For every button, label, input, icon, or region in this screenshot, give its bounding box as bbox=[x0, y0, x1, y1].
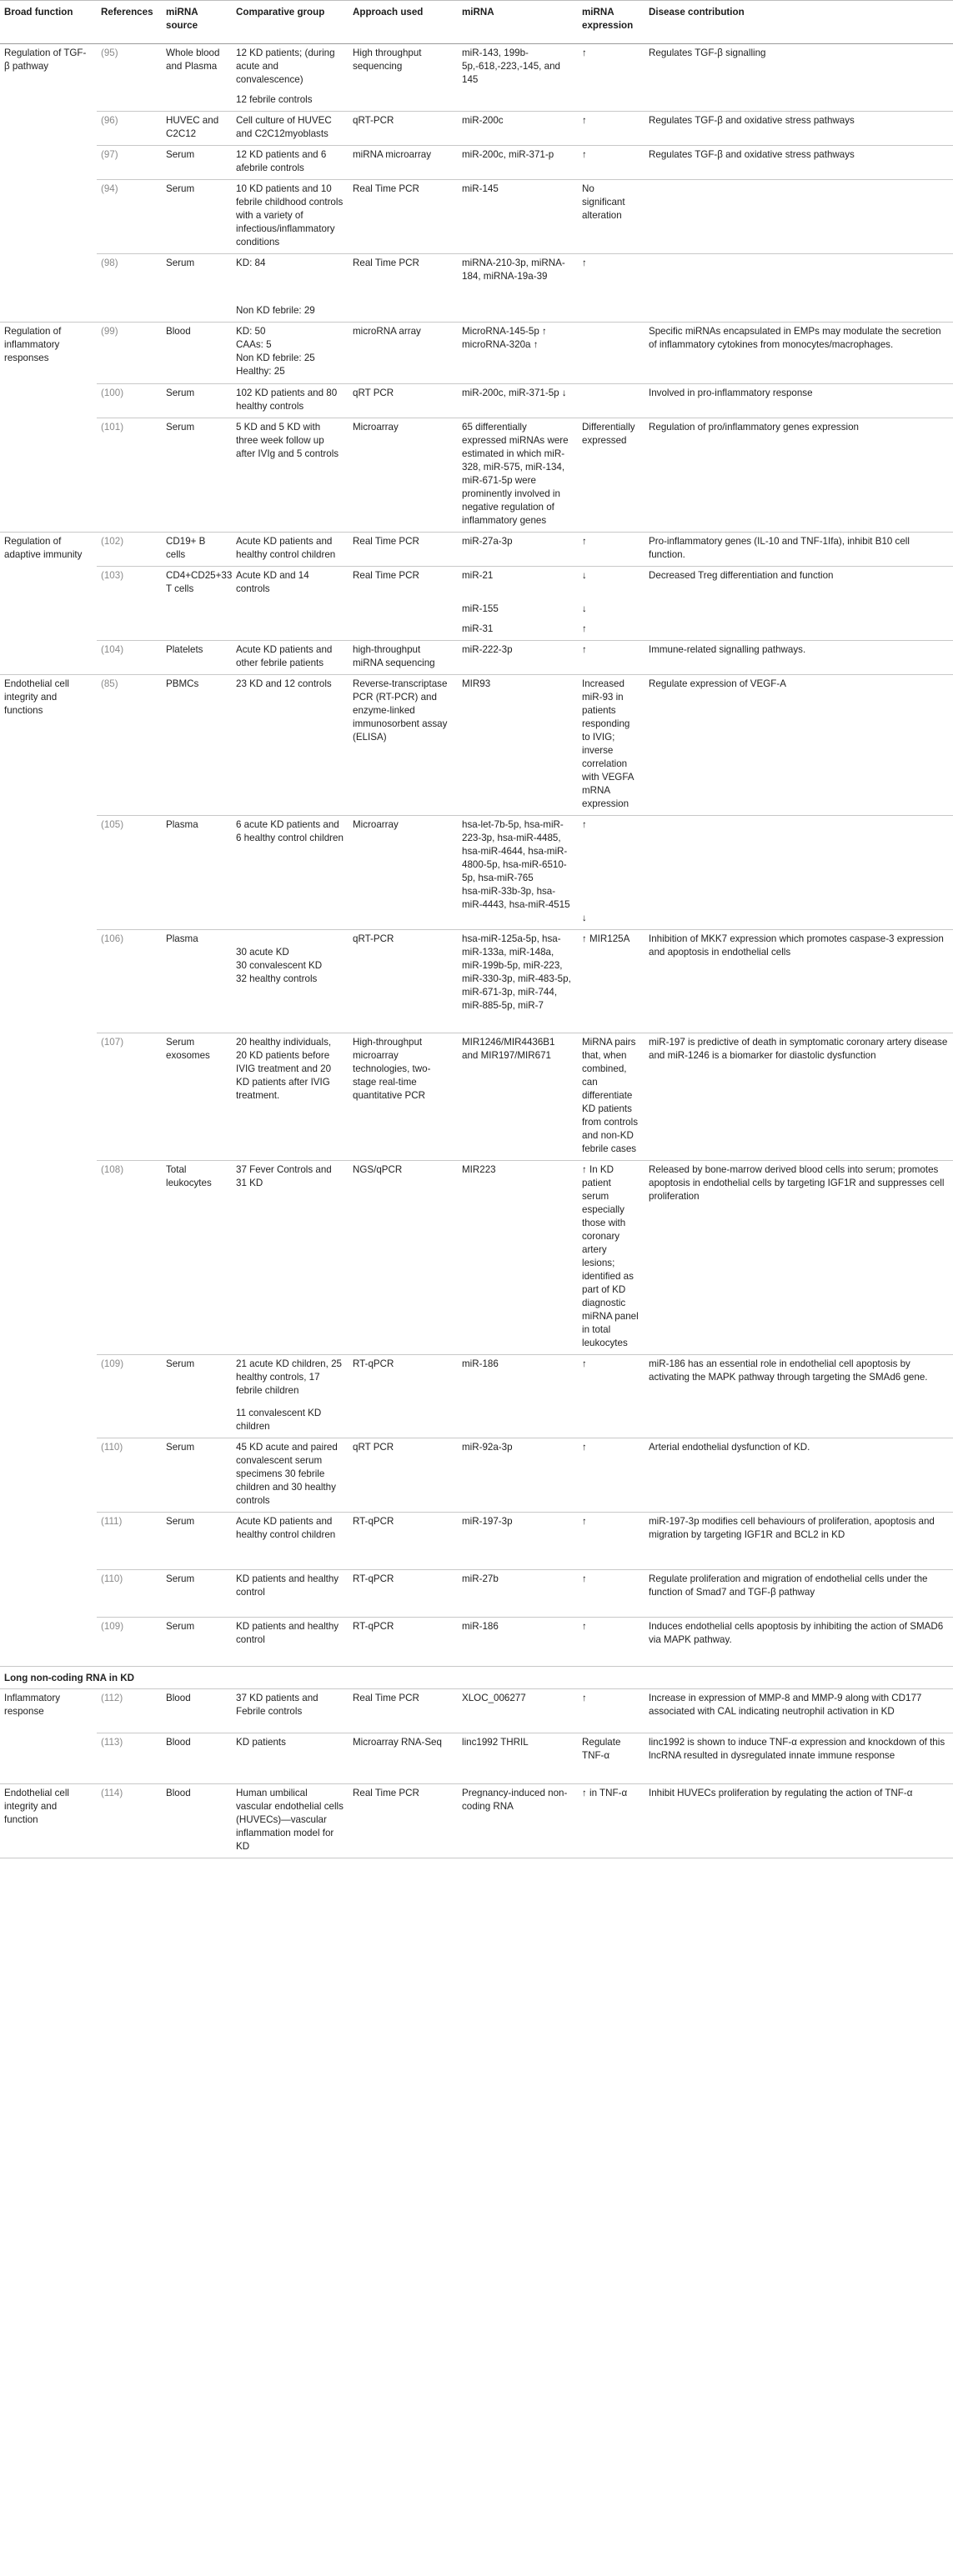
source-cell: Blood bbox=[162, 1733, 232, 1784]
expression-cell: ↑ bbox=[578, 146, 645, 180]
mirna-cell: miR-186 bbox=[458, 1618, 578, 1667]
col-header: Approach used bbox=[349, 1, 458, 44]
comparative-group-cell: 23 KD and 12 controls bbox=[232, 674, 349, 815]
table-row bbox=[0, 180, 953, 254]
disease-contribution-cell: Regulation of pro/inflammatory genes expression bbox=[645, 418, 953, 532]
mirna-cell: hsa-miR-125a-5p, hsa-miR-133a, miR-148a, miR-199b-5p, miR-223, miR-330-3p, miR-483-5p, miR-671-3p, miR-744, miR-885-5p, miR-7 bbox=[458, 929, 578, 1033]
reference-cell bbox=[97, 91, 162, 112]
source-cell: Whole blood and Plasma bbox=[166, 48, 220, 72]
reference-cell: (99) bbox=[97, 322, 162, 383]
comparative-group-cell bbox=[232, 620, 349, 641]
broad-function-cell bbox=[0, 1160, 97, 1354]
comparative-group-cell: 12 febrile controls bbox=[232, 91, 349, 112]
expression-cell: ↑ bbox=[582, 48, 587, 58]
table-row bbox=[0, 1354, 953, 1404]
approach-cell: qRT-PCR bbox=[349, 112, 458, 146]
disease-contribution-cell bbox=[645, 600, 953, 620]
col-header: Broad function bbox=[0, 1, 97, 44]
reference-cell: (111) bbox=[97, 1513, 162, 1570]
mirna-cell: miR-197-3p bbox=[458, 1513, 578, 1570]
comparative-group-cell: 12 KD patients; (during acute and convalescence) bbox=[236, 48, 335, 85]
comparative-group-cell: Cell culture of HUVEC and C2C12myoblasts bbox=[232, 112, 349, 146]
broad-function-cell bbox=[0, 815, 97, 929]
source-cell: Serum exosomes bbox=[162, 1033, 232, 1160]
expression-cell: ↓ bbox=[582, 603, 587, 614]
disease-contribution-cell: Regulate proliferation and migration of endothelial cells under the function of Smad7 and TGF-β pathway bbox=[645, 1570, 953, 1618]
col-header: Disease contribution bbox=[645, 1, 953, 44]
broad-function-cell bbox=[0, 620, 97, 641]
mirna-cell: Pregnancy-induced non-coding RNA bbox=[458, 1784, 578, 1858]
source-cell: Blood bbox=[162, 1689, 232, 1733]
table-row bbox=[0, 674, 953, 815]
disease-contribution-cell: Arterial endothelial dysfunction of KD. bbox=[645, 1438, 953, 1513]
approach-cell: Microarray RNA-Seq bbox=[349, 1733, 458, 1784]
comparative-group-cell: 5 KD and 5 KD with three week follow up after IVIg and 5 controls bbox=[232, 418, 349, 532]
mirna-cell: miR-222-3p bbox=[458, 640, 578, 674]
mirna-cell: miR-200c, miR-371-5p ↓ bbox=[458, 383, 578, 418]
source-cell: Serum bbox=[162, 418, 232, 532]
source-cell: Serum bbox=[162, 383, 232, 418]
source-cell bbox=[162, 91, 232, 112]
disease-contribution-cell: Pro-inflammatory genes (IL-10 and TNF-1Ifa), inhibit B10 cell function. bbox=[645, 532, 953, 566]
expression-cell: ↑ bbox=[578, 1689, 645, 1733]
comparative-group-cell: 21 acute KD children, 25 healthy controls, 17 febrile children bbox=[236, 1358, 342, 1396]
source-cell bbox=[162, 600, 232, 620]
source-cell: Blood bbox=[162, 1784, 232, 1858]
approach-cell: NGS/qPCR bbox=[349, 1160, 458, 1354]
broad-function-cell bbox=[0, 600, 97, 620]
reference-cell: (105) bbox=[97, 815, 162, 929]
approach-cell: microRNA array bbox=[349, 322, 458, 383]
approach-cell bbox=[349, 91, 458, 112]
reference-cell bbox=[97, 302, 162, 323]
approach-cell bbox=[349, 620, 458, 641]
disease-contribution-cell: linc1992 is shown to induce TNF-α expression and knockdown of this lncRNA resulted in dysregulated innate immune response bbox=[645, 1733, 953, 1784]
col-header: miRNA bbox=[458, 1, 578, 44]
disease-contribution-cell bbox=[645, 91, 953, 112]
approach-cell: Real Time PCR bbox=[353, 258, 419, 268]
reference-cell: (100) bbox=[97, 383, 162, 418]
disease-contribution-cell: Inhibition of MKK7 expression which promotes caspase-3 expression and apoptosis in endothelial cells bbox=[645, 929, 953, 1033]
reference-cell: (85) bbox=[97, 674, 162, 815]
section-lncrna bbox=[0, 1667, 953, 1689]
mirna-cell bbox=[458, 302, 578, 323]
table-row bbox=[0, 254, 953, 302]
comparative-group-cell: 10 KD patients and 10 febrile childhood controls with a variety of infectious/inflammatory conditions bbox=[232, 180, 349, 254]
comparative-group-cell: 12 KD patients and 6 afebrile controls bbox=[232, 146, 349, 180]
mirna-cell: miR-27a-3p bbox=[458, 532, 578, 566]
comparative-group-cell: 102 KD patients and 80 healthy controls bbox=[232, 383, 349, 418]
expression-cell: Differentially expressed bbox=[578, 418, 645, 532]
mirna-cell: miR-200c bbox=[458, 112, 578, 146]
source-cell: HUVEC and C2C12 bbox=[162, 112, 232, 146]
approach-cell: Real Time PCR bbox=[349, 180, 458, 254]
expression-cell: ↑ in TNF-α bbox=[578, 1784, 645, 1858]
reference-cell: (108) bbox=[97, 1160, 162, 1354]
mirna-cell: miR-143, 199b-5p,-618,-223,-145, and 145 bbox=[462, 48, 560, 85]
expression-cell bbox=[578, 1404, 645, 1438]
table-row bbox=[0, 1404, 953, 1438]
table-row bbox=[0, 1570, 953, 1618]
disease-contribution-cell: Regulates TGF-β and oxidative stress pathways bbox=[645, 146, 953, 180]
expression-cell: ↑ In KD patient serum especially those with coronary artery lesions; identified as part of KD diagnostic miRNA panel in total leukocytes bbox=[578, 1160, 645, 1354]
table-row bbox=[0, 112, 953, 146]
table-row bbox=[0, 640, 953, 674]
broad-function-cell bbox=[0, 1033, 97, 1160]
broad-function-cell bbox=[0, 146, 97, 180]
reference-cell: (101) bbox=[97, 418, 162, 532]
reference-cell: (97) bbox=[97, 146, 162, 180]
approach-cell: RT-qPCR bbox=[349, 1513, 458, 1570]
broad-function-cell bbox=[0, 1570, 97, 1618]
broad-function-cell bbox=[0, 418, 97, 532]
comparative-group-cell: 6 acute KD patients and 6 healthy control children bbox=[232, 815, 349, 929]
mirna-cell: MIR93 bbox=[458, 674, 578, 815]
reference-cell: (112) bbox=[97, 1689, 162, 1733]
expression-cell: ↑ bbox=[578, 1438, 645, 1513]
comparative-group-cell: KD: 84 bbox=[236, 258, 266, 268]
disease-contribution-cell: Regulate expression of VEGF-A bbox=[645, 674, 953, 815]
comparative-group-cell: 45 KD acute and paired convalescent serum specimens 30 febrile children and 30 healthy controls bbox=[232, 1438, 349, 1513]
broad-function-cell: Inflammatory response bbox=[4, 1693, 61, 1717]
approach-cell: RT-qPCR bbox=[353, 1358, 394, 1369]
source-cell: Serum bbox=[162, 1438, 232, 1513]
approach-cell: RT-qPCR bbox=[349, 1618, 458, 1667]
table-row bbox=[0, 146, 953, 180]
mirna-cell: miR-200c, miR-371-p bbox=[458, 146, 578, 180]
reference-cell bbox=[97, 600, 162, 620]
comparative-group-cell: Acute KD patients and healthy control children bbox=[232, 1513, 349, 1570]
comparative-group-cell: Acute KD and 14 controls bbox=[236, 569, 309, 594]
broad-function-cell bbox=[0, 112, 97, 146]
reference-cell: (96) bbox=[97, 112, 162, 146]
expression-cell: ↑ bbox=[578, 640, 645, 674]
mirna-cell: miR-31 bbox=[458, 620, 578, 641]
source-cell: Platelets bbox=[162, 640, 232, 674]
expression-cell bbox=[578, 383, 645, 418]
approach-cell: Real Time PCR bbox=[349, 532, 458, 566]
mirna-cell: MIR1246/MIR4436B1 and MIR197/MIR671 bbox=[458, 1033, 578, 1160]
expression-cell bbox=[578, 302, 645, 323]
comparative-group-cell: Acute KD patients and healthy control children bbox=[232, 532, 349, 566]
broad-function-cell bbox=[0, 1733, 97, 1784]
source-cell: Serum bbox=[162, 1570, 232, 1618]
table-row bbox=[0, 1513, 953, 1570]
broad-function-cell bbox=[0, 180, 97, 254]
mirna-cell: miRNA-210-3p, miRNA-184, miRNA-19a-39 bbox=[462, 258, 565, 282]
source-cell bbox=[162, 302, 232, 323]
disease-contribution-cell: Specific miRNAs encapsulated in EMPs may modulate the secretion of inflammatory cytokines from monocytes/macrophages. bbox=[645, 322, 953, 383]
broad-function-cell: Endothelial cell integrity and functions bbox=[4, 678, 69, 716]
source-cell: Serum bbox=[166, 1358, 195, 1369]
source-cell bbox=[162, 620, 232, 641]
comparative-group-cell: 37 KD patients and Febrile controls bbox=[232, 1689, 349, 1733]
section-heading: Long non-coding RNA in KD bbox=[0, 1667, 953, 1689]
approach-cell: Microarray bbox=[349, 815, 458, 929]
source-cell bbox=[162, 1404, 232, 1438]
table-row bbox=[0, 1733, 953, 1784]
disease-contribution-cell bbox=[645, 302, 953, 323]
expression-cell: ↑ bbox=[578, 1513, 645, 1570]
mirna-cell: miR-27b bbox=[458, 1570, 578, 1618]
broad-function-cell: Regulation of adaptive immunity bbox=[4, 535, 83, 560]
table-row bbox=[0, 44, 953, 92]
source-cell: Plasma bbox=[162, 929, 232, 1033]
mirna-cell: 65 differentially expressed miRNAs were estimated in which miR-328, miR-575, miR-134, miR-671-5p were prominently involved in negative regulation of inflammatory genes bbox=[458, 418, 578, 532]
source-cell: Total leukocytes bbox=[162, 1160, 232, 1354]
disease-contribution-cell: Released by bone-marrow derived blood cells into serum; promotes apoptosis in endothelial cells by targeting IGF1R and suppresses cell proliferation bbox=[645, 1160, 953, 1354]
reference-cell: (103) bbox=[101, 569, 124, 581]
reference-cell: (109) bbox=[97, 1618, 162, 1667]
reference-cell: (104) bbox=[97, 640, 162, 674]
approach-cell: Real Time PCR bbox=[349, 1689, 458, 1733]
disease-contribution-cell: Increase in expression of MMP-8 and MMP-9 along with CD177 associated with CAL indicating neutrophil activation in KD bbox=[645, 1689, 953, 1733]
table-row bbox=[0, 566, 953, 600]
source-cell: CD19+ B cells bbox=[162, 532, 232, 566]
mirna-cell bbox=[458, 1404, 578, 1438]
disease-contribution-cell: Inhibit HUVECs proliferation by regulating the action of TNF-α bbox=[645, 1784, 953, 1858]
approach-cell: Reverse-transcriptase PCR (RT-PCR) and enzyme-linked immunosorbent assay (ELISA) bbox=[349, 674, 458, 815]
expression-cell: Increased miR-93 in patients responding to IVIG; inverse correlation with VEGFA mRNA expression bbox=[578, 674, 645, 815]
mirna-cell: miR-155 bbox=[462, 603, 499, 614]
mirna-cell: MIR223 bbox=[458, 1160, 578, 1354]
table-row bbox=[0, 815, 953, 929]
broad-function-cell bbox=[0, 383, 97, 418]
disease-contribution-cell bbox=[645, 1404, 953, 1438]
reference-cell: (102) bbox=[97, 532, 162, 566]
expression-cell: ↓ bbox=[582, 569, 587, 581]
comparative-group-cell: Human umbilical vascular endothelial cells (HUVECs)—vascular inflammation model for KD bbox=[232, 1784, 349, 1858]
comparative-group-cell: 30 acute KD 30 convalescent KD 32 healthy controls bbox=[232, 929, 349, 1033]
header-row bbox=[0, 1, 953, 44]
reference-cell: (95) bbox=[101, 48, 118, 58]
expression-cell: ↑ bbox=[578, 1618, 645, 1667]
section-heading-row bbox=[0, 1667, 953, 1689]
mirna-cell: hsa-let-7b-5p, hsa-miR-223-3p, hsa-miR-4485, hsa-miR-4644, hsa-miR-4800-5p, hsa-miR-6510-5p, hsa-miR-765 hsa-miR-33b-3p, hsa-miR-4443, hsa-miR-4515 bbox=[458, 815, 578, 929]
comparative-group-cell bbox=[232, 600, 349, 620]
disease-contribution-cell bbox=[645, 254, 953, 302]
broad-function-cell: Regulation of inflammatory responses bbox=[4, 325, 62, 363]
disease-contribution-cell bbox=[645, 180, 953, 254]
approach-cell bbox=[349, 302, 458, 323]
mirna-cell: linc1992 THRIL bbox=[458, 1733, 578, 1784]
mirna-cell: MicroRNA-145-5p ↑ microRNA-320a ↑ bbox=[458, 322, 578, 383]
disease-contribution-cell: Regulates TGF-β signalling bbox=[649, 48, 766, 58]
table-row bbox=[0, 1689, 953, 1733]
mirna-cell: miR-92a-3p bbox=[458, 1438, 578, 1513]
reference-cell: (106) bbox=[97, 929, 162, 1033]
comparative-group-cell: KD: 50 CAAs: 5 Non KD febrile: 25 Healthy: 25 bbox=[232, 322, 349, 383]
table-row bbox=[0, 620, 953, 641]
source-cell: Blood bbox=[162, 322, 232, 383]
expression-cell: Regulate TNF-α bbox=[578, 1733, 645, 1784]
broad-function-cell bbox=[0, 1404, 97, 1438]
expression-cell: No significant alteration bbox=[578, 180, 645, 254]
expression-cell: ↑ ↓ bbox=[578, 815, 645, 929]
approach-cell: RT-qPCR bbox=[349, 1570, 458, 1618]
broad-function-cell: Regulation of TGF-β pathway bbox=[4, 48, 87, 72]
comparative-group-cell: KD patients and healthy control bbox=[232, 1618, 349, 1667]
table-row bbox=[0, 1618, 953, 1667]
table-row bbox=[0, 1438, 953, 1513]
reference-cell: (110) bbox=[97, 1438, 162, 1513]
table-row bbox=[0, 418, 953, 532]
mirna-cell: miR-186 bbox=[462, 1358, 499, 1369]
reference-cell bbox=[97, 620, 162, 641]
mirna-cell: miR-145 bbox=[458, 180, 578, 254]
approach-cell: qRT-PCR bbox=[349, 929, 458, 1033]
disease-contribution-cell: miR-197-3p modifies cell behaviours of proliferation, apoptosis and migration by targeting IGF1R and BCL2 in KD bbox=[645, 1513, 953, 1570]
col-header: References bbox=[97, 1, 162, 44]
comparative-group-cell: KD patients bbox=[232, 1733, 349, 1784]
approach-cell: high-throughput miRNA sequencing bbox=[349, 640, 458, 674]
reference-cell bbox=[97, 1404, 162, 1438]
source-cell: Serum bbox=[162, 1513, 232, 1570]
expression-cell bbox=[578, 91, 645, 112]
disease-contribution-cell bbox=[645, 620, 953, 641]
source-cell: Serum bbox=[162, 180, 232, 254]
disease-contribution-cell bbox=[645, 815, 953, 929]
approach-cell: Real Time PCR bbox=[349, 1784, 458, 1858]
table-row bbox=[0, 600, 953, 620]
reference-cell: (98) bbox=[101, 258, 118, 268]
reference-cell: (113) bbox=[97, 1733, 162, 1784]
source-cell: Serum bbox=[166, 258, 195, 268]
disease-contribution-cell: Induces endothelial cells apoptosis by inhibiting the action of SMAD6 via MAPK pathway. bbox=[645, 1618, 953, 1667]
broad-function-cell bbox=[0, 1354, 97, 1404]
approach-cell: qRT PCR bbox=[349, 383, 458, 418]
table-row bbox=[0, 302, 953, 323]
source-cell: Serum bbox=[162, 1618, 232, 1667]
table-row bbox=[0, 929, 953, 1033]
disease-contribution-cell: Regulates TGF-β and oxidative stress pathways bbox=[645, 112, 953, 146]
source-cell: CD4+CD25+33 T cells bbox=[166, 569, 233, 594]
mirna-cell: XLOC_006277 bbox=[458, 1689, 578, 1733]
comparative-group-cell: 11 convalescent KD children bbox=[232, 1404, 349, 1438]
expression-cell: ↑ bbox=[578, 532, 645, 566]
comparative-group-cell: 20 healthy individuals, 20 KD patients before IVIG treatment and 20 KD patients after IVIG treatment. bbox=[232, 1033, 349, 1160]
disease-contribution-cell: miR-197 is predictive of death in symptomatic coronary artery disease and miR-1246 is a biomarker for diastolic dysfunction bbox=[645, 1033, 953, 1160]
table-row bbox=[0, 1784, 953, 1858]
expression-cell: ↑ bbox=[582, 258, 587, 268]
expression-cell: ↑ bbox=[582, 1358, 587, 1369]
broad-function-cell bbox=[0, 566, 97, 600]
broad-function-cell bbox=[0, 91, 97, 112]
disease-contribution-cell: Decreased Treg differentiation and function bbox=[649, 569, 834, 581]
mirna-cell bbox=[458, 91, 578, 112]
source-cell: Serum bbox=[162, 146, 232, 180]
expression-cell: ↑ MIR125A bbox=[578, 929, 645, 1033]
table-row bbox=[0, 1160, 953, 1354]
expression-cell: ↑ bbox=[578, 1570, 645, 1618]
broad-function-cell bbox=[0, 302, 97, 323]
reference-cell: (94) bbox=[97, 180, 162, 254]
expression-cell bbox=[578, 322, 645, 383]
approach-cell: Real Time PCR bbox=[353, 569, 419, 581]
approach-cell: High throughput sequencing bbox=[353, 48, 422, 72]
source-cell: Plasma bbox=[162, 815, 232, 929]
disease-contribution-cell: Involved in pro-inflammatory response bbox=[645, 383, 953, 418]
approach-cell: Microarray bbox=[349, 418, 458, 532]
disease-contribution-cell: Immune-related signalling pathways. bbox=[645, 640, 953, 674]
reference-cell: (109) bbox=[101, 1358, 124, 1369]
table-body-lncrna bbox=[0, 1689, 953, 1858]
col-header: Comparative group bbox=[232, 1, 349, 44]
broad-function-cell: Endothelial cell integrity and function bbox=[0, 1784, 97, 1858]
table-row bbox=[0, 322, 953, 383]
approach-cell: qRT PCR bbox=[349, 1438, 458, 1513]
approach-cell: High-throughput microarray technologies, two-stage real-time quantitative PCR bbox=[349, 1033, 458, 1160]
table-row bbox=[0, 383, 953, 418]
table-row bbox=[0, 532, 953, 566]
broad-function-cell bbox=[0, 1513, 97, 1570]
approach-cell bbox=[349, 1404, 458, 1438]
reference-cell: (110) bbox=[97, 1570, 162, 1618]
broad-function-cell bbox=[0, 640, 97, 674]
col-header: miRNA source bbox=[162, 1, 232, 44]
table-body-mirna bbox=[0, 44, 953, 1667]
table-row bbox=[0, 91, 953, 112]
approach-cell: miRNA microarray bbox=[349, 146, 458, 180]
expression-cell: ↑ bbox=[578, 620, 645, 641]
reference-cell: (114) bbox=[97, 1784, 162, 1858]
table-row bbox=[0, 1033, 953, 1160]
reference-cell: (107) bbox=[97, 1033, 162, 1160]
comparative-group-cell: Acute KD patients and other febrile patients bbox=[232, 640, 349, 674]
comparative-group-cell: 37 Fever Controls and 31 KD bbox=[232, 1160, 349, 1354]
approach-cell bbox=[349, 600, 458, 620]
col-header: miRNA expression bbox=[578, 1, 645, 44]
expression-cell: ↑ bbox=[578, 112, 645, 146]
source-cell: PBMCs bbox=[162, 674, 232, 815]
mirna-cell: miR-21 bbox=[462, 569, 494, 581]
broad-function-cell bbox=[0, 1618, 97, 1667]
broad-function-cell bbox=[0, 254, 97, 302]
expression-cell: MiRNA pairs that, when combined, can differentiate KD patients from controls and non-KD febrile cases bbox=[578, 1033, 645, 1160]
comparative-group-cell: KD patients and healthy control bbox=[232, 1570, 349, 1618]
broad-function-cell bbox=[0, 1438, 97, 1513]
disease-contribution-cell: miR-186 has an essential role in endothelial cell apoptosis by activating the MAPK pathway through targeting the SMAd6 gene. bbox=[649, 1358, 928, 1383]
broad-function-cell bbox=[0, 929, 97, 1033]
comparative-group-cell: Non KD febrile: 29 bbox=[232, 302, 349, 323]
